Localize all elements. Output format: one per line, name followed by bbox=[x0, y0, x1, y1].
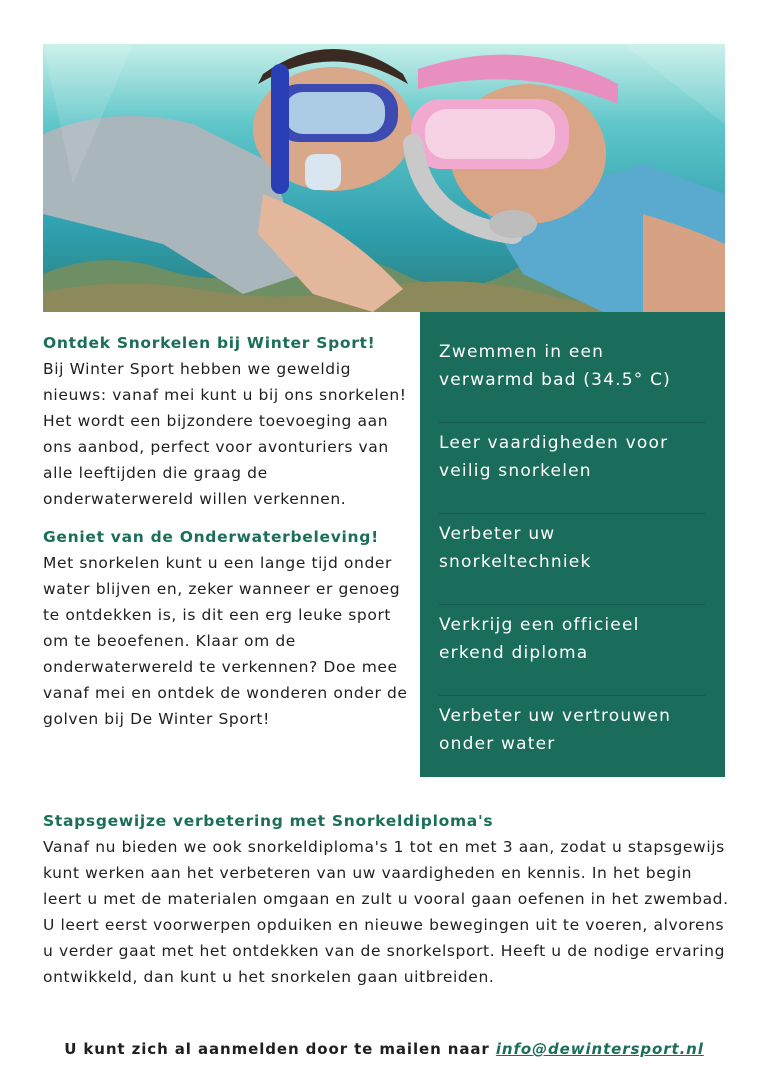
section-heading-experience: Geniet van de Onderwaterbeleving! bbox=[43, 528, 379, 546]
benefit-item: Zwemmen in een verwarmd bad (34.5° C) bbox=[439, 332, 705, 423]
snorkelers-illustration bbox=[43, 44, 725, 312]
benefits-panel bbox=[420, 312, 725, 777]
section-body-diploma: Vanaf nu bieden we ook snorkeldiploma's 1 tot en met 3 aan, zodat u stapsgewijs kunt werken aan het verbeteren van uw vaardigheden en kennis. In het begin leert u met de materialen omgaan en zult u vooral gaan oefenen in het zwembad. U leert eerst voorwerpen opduiken en nieuwe bewegingen uit te voeren, alvorens u verder gaat met het ontdekken van de snorkelsport. Heeft u de nodige ervaring ontwikkeld, dan kunt u het snorkelen gaan uitbreiden. bbox=[43, 838, 729, 986]
hero-image bbox=[43, 44, 725, 312]
section-body-discover: Bij Winter Sport hebben we geweldig nieuws: vanaf mei kunt u bij ons snorkelen! Het wordt een bijzondere toevoeging aan ons aanbod, perfect voor avonturiers van alle leeftijden die graag de onderwaterwereld willen verkennen. bbox=[43, 360, 407, 508]
benefit-item: Verbeter uw vertrouwen onder water bbox=[439, 706, 672, 754]
footer-cta bbox=[0, 1040, 768, 1058]
benefit-item: Verbeter uw snorkeltechniek bbox=[439, 514, 705, 605]
section-body-experience: Met snorkelen kunt u een lange tijd onder water blijven en, zeker wanneer er genoeg te ontdekken is, is dit een erg leuke sport om te beoefenen. Klaar om de onderwaterwereld te verkennen? Doe mee vanaf mei en ontdek de wonderen onder de golven bij De Winter Sport! bbox=[43, 554, 408, 728]
email-link[interactable]: info@dewintersport.nl bbox=[495, 1040, 704, 1058]
intro-column bbox=[43, 330, 415, 736]
section-heading-diploma: Stapsgewijze verbetering met Snorkeldiploma's bbox=[43, 812, 494, 830]
diploma-section bbox=[43, 808, 733, 994]
footer-text: U kunt zich al aanmelden door te mailen naar bbox=[64, 1040, 490, 1058]
benefit-item: Leer vaardigheden voor veilig snorkelen bbox=[439, 423, 705, 514]
section-heading-discover: Ontdek Snorkelen bij Winter Sport! bbox=[43, 334, 376, 352]
benefit-item: Verkrijg een officieel erkend diploma bbox=[439, 605, 705, 696]
